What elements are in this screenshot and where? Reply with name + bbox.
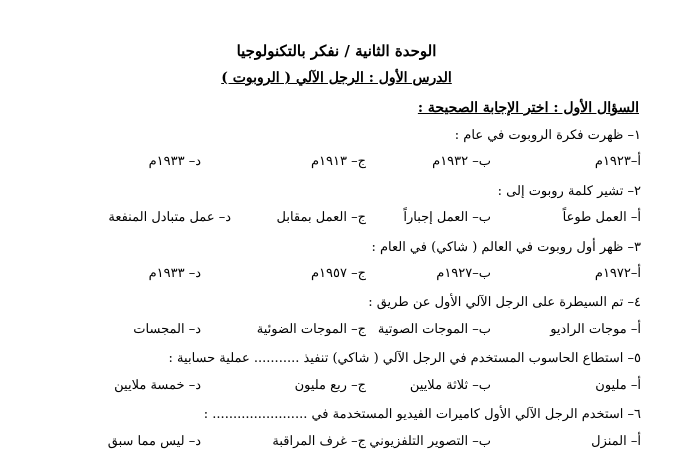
option-a: أ– موجات الراديو — [550, 322, 641, 337]
option-b: ب– التصوير التلفزيوني — [369, 434, 491, 449]
option-d: د– ١٩٣٣م — [148, 154, 201, 169]
option-a: أ– المنزل — [591, 434, 641, 449]
question-2: ٢– تشير كلمة روبوت إلى : — [497, 184, 641, 199]
option-a: أ–١٩٧٢م — [594, 266, 641, 281]
question-5: ٥– استطاع الحاسوب المستخدم في الرجل الآلي ( شاكي) تنفيذ ........... عملية حسابية : — [168, 351, 641, 366]
question-3: ٣– ظهر أول روبوت في العالم ( شاكي) في العام : — [371, 240, 641, 255]
option-b: ب– ١٩٣٢م — [432, 154, 491, 169]
question-1: ١– ظهرت فكرة الروبوت في عام : — [454, 128, 641, 143]
question-2-options — [48, 210, 641, 230]
question-5-options — [48, 378, 641, 398]
option-c: ج– ١٩١٣م — [310, 154, 366, 169]
unit-title: الوحدة الثانية / نفكر بالتكنولوجيا — [236, 42, 437, 60]
option-b: ب–١٩٢٧م — [436, 266, 491, 281]
option-d: د– خمسة ملايين — [114, 378, 201, 393]
question-6: ٦– استخدم الرجل الآلي الأول كاميرات الفيديو المستخدمة في ....................... : — [203, 407, 641, 422]
option-a: أ– العمل طوعاً — [562, 210, 641, 225]
option-c: ج– ربع مليون — [294, 378, 366, 393]
section-heading: السؤال الأول : اختر الإجابة الصحيحة : — [417, 100, 639, 116]
option-c: ج– العمل بمقابل — [276, 210, 366, 225]
lesson-title-text: الدرس الأول : الرجل الآلي ( الروبوت ) — [221, 70, 452, 86]
lesson-title — [0, 70, 673, 86]
question-6-options — [48, 434, 641, 454]
option-d: د– ليس مما سبق — [107, 434, 201, 449]
option-d: د– المجسات — [133, 322, 201, 337]
question-4-options — [48, 322, 641, 342]
question-1-options — [48, 154, 641, 174]
option-b: ب– الموجات الصوتية — [377, 322, 491, 337]
option-c: ج– غرف المراقبة — [272, 434, 366, 449]
option-b: ب– ثلاثة ملايين — [409, 378, 491, 393]
option-a: أ– مليون — [595, 378, 641, 393]
option-d: د– عمل متبادل المنفعة — [108, 210, 231, 225]
question-3-options — [48, 266, 641, 286]
option-b: ب– العمل إجباراً — [403, 210, 491, 225]
option-c: ج– الموجات الضوئية — [256, 322, 366, 337]
question-4: ٤– تم السيطرة على الرجل الآلي الأول عن طريق : — [368, 295, 641, 310]
option-a: أ–١٩٢٣م — [594, 154, 641, 169]
option-d: د– ١٩٣٣م — [148, 266, 201, 281]
option-c: ج– ١٩٥٧م — [310, 266, 366, 281]
